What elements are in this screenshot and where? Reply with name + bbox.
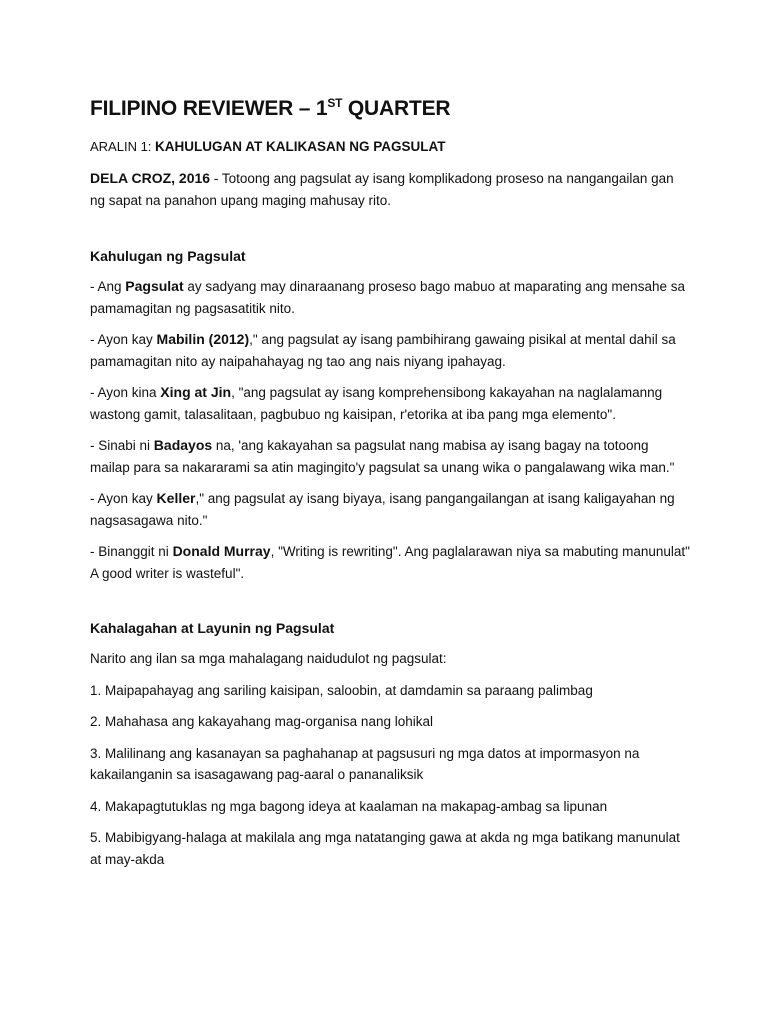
list-item: 5. Mabibigyang-halaga at makilala ang mga natatanging gawa at akda ng mga batikang manunulat at may-akda <box>90 830 680 867</box>
definition-source: Xing at Jin <box>160 384 232 400</box>
title-tail: QUARTER <box>342 97 451 120</box>
intro-paragraph <box>90 168 690 211</box>
definition-text: , "ang pagsulat ay isang komprehensibong kakayahan na naglalamanng wastong gamit, talasalitaan, pagbubuo ng kaisipan, r'etorika at iba pang mga elemento". <box>90 385 663 422</box>
list-item: 3. Malilinang ang kasanayan sa paghahanap at pagsusuri ng mga datos at impormasyon na kakailanganin sa isasagawang pag-aaral o pananaliksik <box>90 745 640 782</box>
definition-text: ," ang pagsulat ay isang biyaya, isang pangangailangan at isang kaligayahan ng nagsasagawa nito." <box>90 491 675 528</box>
definition-prefix: - Binanggit ni <box>90 544 173 559</box>
intro-author: DELA CROZ, 2016 <box>90 170 211 186</box>
section-intro: Narito ang ilan sa mga mahalagang naidudulot ng pagsulat: <box>90 651 447 666</box>
definition-text: ," ang pagsulat ay isang pambihirang gawaing pisikal at mental dahil sa pamamagitan nito ay naipahahayag ng tao ang nais niyang ipahayag. <box>90 332 676 369</box>
definition-source: Keller <box>156 490 196 506</box>
definition-item <box>90 329 690 372</box>
title-superscript: ST <box>327 96 343 110</box>
definition-source: Mabilin (2012) <box>156 331 250 347</box>
title-main: FILIPINO REVIEWER – 1 <box>90 97 328 120</box>
definition-prefix: - Ayon kay <box>90 332 157 347</box>
document-page <box>90 94 690 870</box>
lesson-topic: KAHULUGAN AT KALIKASAN NG PAGSULAT <box>155 139 446 154</box>
lesson-line <box>90 138 690 156</box>
section-heading-kahalagahan: Kahalagahan at Layunin ng Pagsulat <box>90 620 335 636</box>
list-item: 4. Makapagtutuklas ng mga bagong ideya at kaalaman na makapag-ambag sa lipunan <box>90 798 608 814</box>
definition-prefix: - Ayon kay <box>90 491 157 506</box>
definition-source: Donald Murray <box>172 543 271 559</box>
definition-item <box>90 435 690 478</box>
definition-item <box>90 541 690 584</box>
definition-item <box>90 382 690 425</box>
definition-source: Badayos <box>153 437 213 453</box>
definition-text: ay sadyang may dinaraanang proseso bago mabuo at maparating ang mensahe sa pamamagitan ng pagsasatitik nito. <box>90 279 685 316</box>
definitions-list <box>90 276 690 584</box>
intro-text: - Totoong ang pagsulat ay isang komplikadong proseso na nangangailan gan ng sapat na panahon upang maging mahusay rito. <box>90 171 674 208</box>
list-item: 2. Mahahasa ang kakayahang mag-organisa nang lohikal <box>90 714 433 729</box>
importance-list <box>90 680 690 871</box>
definition-prefix: - Ang <box>90 279 126 294</box>
definition-item <box>90 276 690 319</box>
lesson-prefix: ARALIN 1: <box>90 139 156 154</box>
definition-text: na, 'ang kakayahan sa pagsulat nang mabisa ay isang bagay na totoong mailap para sa nakararami sa atin magingito'y pagsulat sa unang wika o pangalawang wika man." <box>90 438 675 475</box>
definition-prefix: - Ayon kina <box>90 385 161 400</box>
section-heading-kahulugan: Kahulugan ng Pagsulat <box>90 248 246 264</box>
list-item: 1. Maipapahayag ang sariling kaisipan, saloobin, at damdamin sa paraang palimbag <box>90 682 593 698</box>
definition-source: Pagsulat <box>125 278 184 294</box>
definition-text: , "Writing is rewriting". Ang paglalarawan niya sa mabuting manunulat" A good writer is wasteful". <box>90 544 690 581</box>
definition-item <box>90 488 690 531</box>
definition-prefix: - Sinabi ni <box>90 438 154 453</box>
document-title <box>90 94 690 124</box>
